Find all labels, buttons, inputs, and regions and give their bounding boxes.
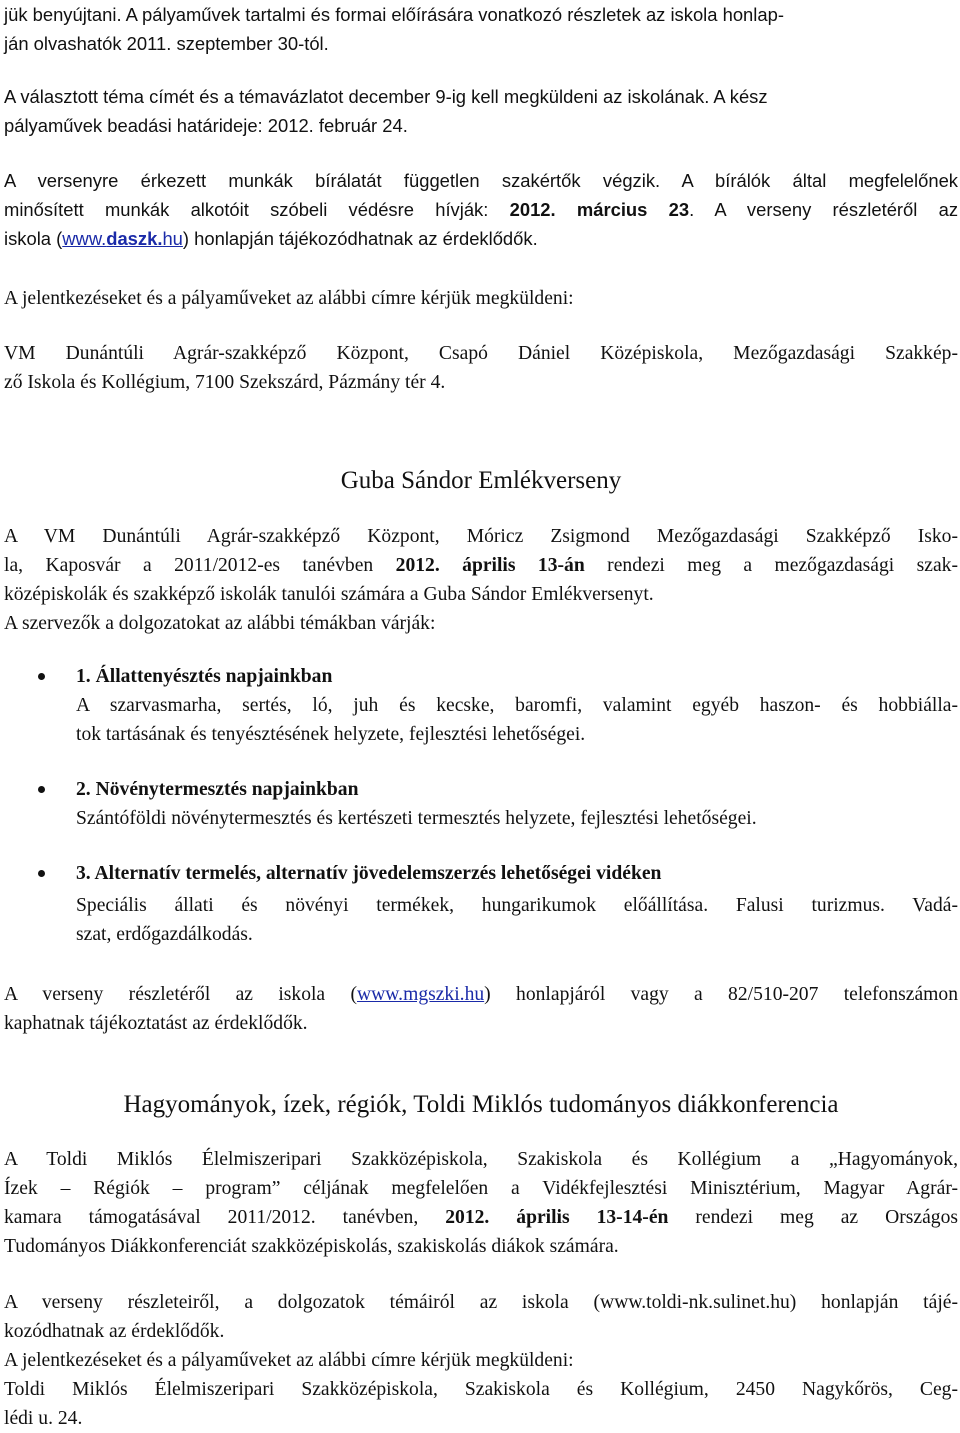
school-website-link-daszk[interactable] (62, 228, 183, 249)
text-line: A versenyre érkezett munkák bírálatát független szakértők végzik. A bírálók által megfelelőnek (4, 170, 958, 191)
text-fragment: ) honlapjáról vagy a 82/510-207 telefonszámon (484, 984, 958, 1005)
link-part: hu (162, 228, 183, 249)
paragraph-address-szekszard (4, 339, 958, 397)
text-line: A verseny részleteiről, a dolgozatok témáiról az iskola (www.toldi-nk.sulinet.hu) honlapján tájé- (4, 1292, 958, 1313)
topic-description: Speciális állati és növényi termékek, hungarikumok előállítása. Falusi turizmus. Vadá- (76, 895, 958, 916)
text-fragment: ) honlapján tájékozódhatnak az érdeklődők. (182, 228, 538, 249)
text-line: kaphatnak tájékoztatást az érdeklődők. (4, 1013, 308, 1034)
event-date: 2012. április 13-14-én (445, 1207, 669, 1228)
topic-title: 2. Növénytermesztés napjainkban (76, 779, 359, 800)
paragraph-application-address-intro (4, 284, 574, 313)
text-line: ző Iskola és Kollégium, 7100 Szekszárd, Pázmány tér 4. (4, 372, 446, 393)
paragraph-guba-contact (4, 980, 958, 1038)
paragraph-toldi-details (4, 1288, 958, 1433)
paragraph-deadlines (4, 82, 768, 140)
text-line: VM Dunántúli Agrár-szakképző Központ, Csapó Dániel Középiskola, Mezőgazdasági Szakkép- (4, 343, 958, 364)
topic-item (4, 859, 958, 949)
paragraph-submission-rules (4, 0, 784, 58)
text-line: A választott téma címét és a témavázlatot december 9-ig kell megküldeni az iskolának. A kész (4, 86, 768, 107)
text-line: A Toldi Miklós Élelmiszeripari Szakközépiskola, Szakiskola és Kollégium a „Hagyományok, (4, 1149, 958, 1170)
text-fragment: . A verseny részletéről az (689, 199, 959, 220)
text-line (4, 551, 958, 580)
bullet-icon (38, 673, 45, 680)
text-line: jük benyújtani. A pályaművek tartalmi és formai előírására vonatkozó részletek az iskola honlap- (4, 4, 784, 25)
text-line: Ízek – Régiók – program” céljának megfelelően a Vidékfejlesztési Minisztérium, Magyar Agrár- (4, 1178, 958, 1199)
text-line: A szervezők a dolgozatokat az alábbi témákban várják: (4, 613, 436, 634)
school-website-link-mgszki[interactable]: www.mgszki.hu (357, 984, 485, 1005)
paragraph-review (4, 166, 958, 253)
topic-list (4, 662, 958, 949)
text-line: pályaművek beadási határideje: 2012. február 24. (4, 115, 408, 136)
link-part: www. (62, 228, 107, 249)
topic-item (4, 662, 958, 749)
section-heading-toldi: Hagyományok, ízek, régiók, Toldi Miklós tudományos diákkonferencia (123, 1091, 839, 1118)
text-fragment: rendezi meg a mezőgazdasági szak- (584, 555, 958, 576)
text-fragment: minősített munkák alkotóit szóbeli védésre hívják: (4, 199, 510, 220)
text-line: ján olvashatók 2011. szeptember 30-tól. (4, 33, 329, 54)
paragraph-guba-intro (4, 522, 958, 638)
text-line: lédi u. 24. (4, 1408, 83, 1429)
text-line: Tudományos Diákkonferenciát szakközépiskolás, szakiskolás diákok számára. (4, 1236, 619, 1257)
text-line: A jelentkezéseket és a pályaműveket az alábbi címre kérjük megküldeni: (4, 288, 574, 309)
text-fragment: kamara támogatásával 2011/2012. tanévben, (4, 1207, 446, 1228)
topic-description: Szántóföldi növénytermesztés és kertészeti termesztés helyzete, fejlesztési lehetőségei. (76, 808, 757, 829)
text-line: Toldi Miklós Élelmiszeripari Szakközépiskola, Szakiskola és Kollégium, 2450 Nagykőrös, Ceg- (4, 1379, 958, 1400)
text-line (4, 980, 958, 1009)
text-line: kozódhatnak az érdeklődők. (4, 1321, 225, 1342)
text-line: A jelentkezéseket és a pályaműveket az alábbi címre kérjük megküldeni: (4, 1350, 574, 1371)
topic-title: 3. Alternatív termelés, alternatív jövedelemszerzés lehetőségei vidéken (76, 863, 662, 884)
text-fragment: la, Kaposvár a 2011/2012-es tanévben (4, 555, 396, 576)
text-line (4, 195, 958, 224)
topic-description: tok tartásának és tenyésztésének helyzete, fejlesztési lehetőségei. (76, 724, 586, 745)
text-line: középiskolák és szakképző iskolák tanulói számára a Guba Sándor Emlékversenyt. (4, 584, 654, 605)
oral-defense-date: 2012. március 23 (509, 199, 690, 220)
topic-description: A szarvasmarha, sertés, ló, juh és kecske, baromfi, valamint egyéb haszon- és hobbiálla- (76, 695, 958, 716)
topic-description: szat, erdőgazdálkodás. (76, 924, 253, 945)
text-line: A VM Dunántúli Agrár-szakképző Központ, Móricz Zsigmond Mezőgazdasági Szakképző Isko- (4, 526, 958, 547)
topic-item (4, 775, 958, 833)
text-fragment: A verseny részletéről az iskola ( (4, 984, 357, 1005)
link-part: daszk. (106, 228, 163, 249)
event-date: 2012. április 13-án (395, 555, 585, 576)
text-fragment: rendezi meg az Országos (668, 1207, 958, 1228)
bullet-icon (38, 786, 45, 793)
text-line (4, 1203, 958, 1232)
section-heading-guba: Guba Sándor Emlékverseny (340, 467, 622, 494)
text-line (4, 224, 958, 253)
text-fragment: iskola ( (4, 228, 63, 249)
topic-title: 1. Állattenyésztés napjainkban (76, 666, 333, 687)
paragraph-toldi-intro (4, 1145, 958, 1261)
bullet-icon (38, 870, 45, 877)
